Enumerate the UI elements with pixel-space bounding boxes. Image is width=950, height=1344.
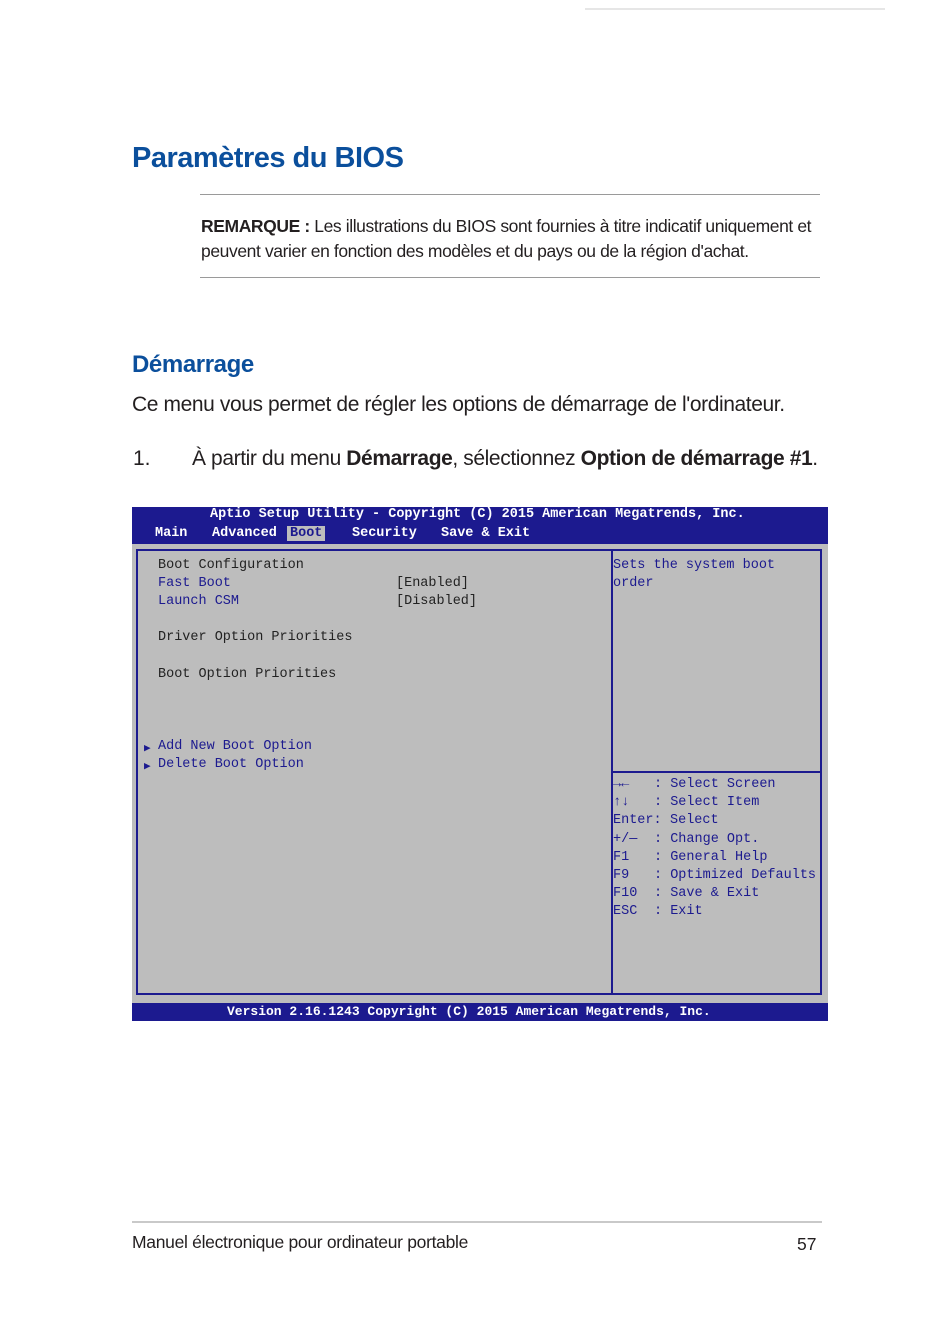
- bios-main-frame: [136, 549, 822, 995]
- note-top-rule: [200, 194, 820, 195]
- note-label: REMARQUE :: [201, 216, 310, 236]
- bios-help-text-line: order: [613, 576, 654, 591]
- footer-rule: [132, 1221, 822, 1223]
- bios-launch-csm-option[interactable]: Launch CSM: [158, 594, 240, 609]
- bios-key-name: F9: [613, 868, 630, 883]
- bios-key-description: : Optimized Defaults: [654, 868, 817, 883]
- bios-driver-option-priorities-label: Driver Option Priorities: [158, 630, 353, 645]
- bios-title: Aptio Setup Utility - Copyright (C) 2015 American Megatrends, Inc.: [210, 507, 745, 522]
- step-prefix: À partir du menu: [192, 447, 347, 470]
- bios-key-description: : Change Opt.: [654, 832, 760, 847]
- bios-tab-main[interactable]: Main: [155, 526, 188, 541]
- section-intro: Ce menu vous permet de régler les options de démarrage de l'ordinateur.: [132, 393, 785, 416]
- note-bottom-rule: [200, 277, 820, 278]
- bios-key-description: : Exit: [654, 904, 703, 919]
- bios-key-description: : Select Item: [654, 795, 760, 810]
- top-decorative-rule: [585, 8, 885, 10]
- bios-key-name: F10: [613, 886, 638, 901]
- bios-key-description: : General Help: [654, 850, 768, 865]
- bios-tab-bar: [132, 525, 828, 544]
- bios-help-text-line: Sets the system boot: [613, 558, 776, 573]
- page-title: Paramètres du BIOS: [132, 142, 404, 174]
- footer-title: Manuel électronique pour ordinateur portable: [132, 1232, 469, 1252]
- step-middle: , sélectionnez: [452, 447, 581, 470]
- bios-fast-boot-value[interactable]: [Enabled]: [396, 576, 469, 591]
- section-title: Démarrage: [132, 351, 254, 378]
- submenu-arrow-icon: ▶: [144, 761, 151, 773]
- bios-tab-boot[interactable]: Boot: [287, 526, 325, 541]
- submenu-arrow-icon: ▶: [144, 743, 151, 755]
- note-block: [201, 214, 826, 264]
- step-text: [192, 447, 818, 471]
- bios-key-name: ↑↓: [613, 795, 630, 810]
- bios-key-name: F1: [613, 850, 630, 865]
- note-text: Les illustrations du BIOS sont fournies à titre indicatif uniquement et peuvent varier en fonction des modèles et du pays ou de la région d'achat.: [201, 216, 812, 261]
- bios-version-text: Version 2.16.1243 Copyright (C) 2015 American Megatrends, Inc.: [227, 1004, 711, 1019]
- page-number: 57: [797, 1234, 817, 1254]
- bios-key-name: →←: [613, 777, 630, 792]
- bios-key-description: Select: [670, 813, 719, 828]
- bios-key-name: +/—: [613, 832, 638, 847]
- step-number: 1.: [133, 447, 151, 470]
- bios-tab-security[interactable]: Security: [352, 526, 417, 541]
- bios-key-description: : Select Screen: [654, 777, 776, 792]
- bios-launch-csm-value[interactable]: [Disabled]: [396, 594, 478, 609]
- step-menu: Démarrage: [346, 447, 453, 470]
- step-suffix: .: [812, 447, 818, 470]
- step-option: Option de démarrage #1: [580, 447, 813, 470]
- bios-tab-save-exit[interactable]: Save & Exit: [441, 526, 531, 541]
- bios-key-name: Enter:: [613, 813, 662, 828]
- bios-screenshot: [132, 507, 828, 1021]
- bios-boot-configuration-label: Boot Configuration: [158, 558, 304, 573]
- bios-title-bar: [132, 507, 828, 525]
- bios-footer-bar: [132, 1003, 828, 1021]
- bios-add-new-boot-option[interactable]: Add New Boot Option: [158, 739, 312, 754]
- bios-tab-advanced[interactable]: Advanced: [212, 526, 277, 541]
- bios-key-name: ESC: [613, 904, 638, 919]
- bios-boot-option-priorities-label: Boot Option Priorities: [158, 667, 337, 682]
- bios-key-description: : Save & Exit: [654, 886, 760, 901]
- bios-help-divider: [613, 771, 820, 773]
- bios-delete-boot-option[interactable]: Delete Boot Option: [158, 757, 304, 772]
- bios-fast-boot-option[interactable]: Fast Boot: [158, 576, 231, 591]
